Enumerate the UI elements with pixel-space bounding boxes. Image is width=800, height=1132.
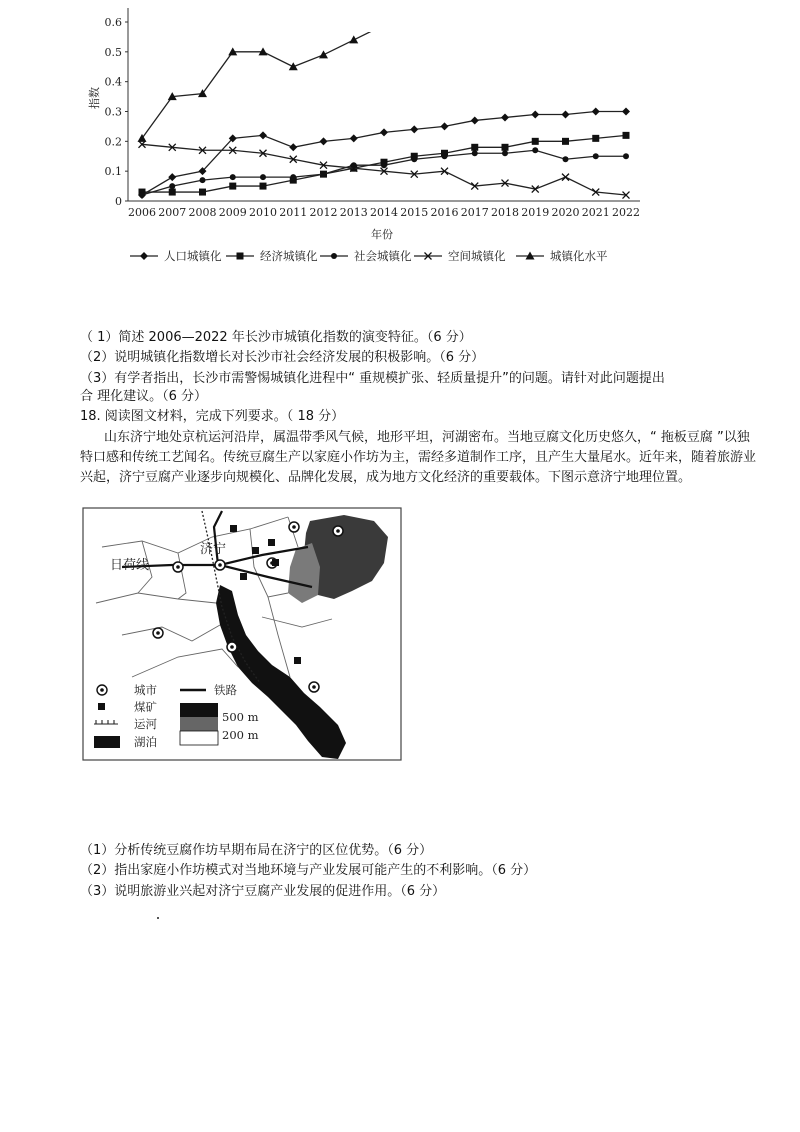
- legend-item: [320, 249, 412, 263]
- city-marker: [309, 682, 319, 692]
- legend-city-symbol: [97, 685, 107, 695]
- data-point: [592, 108, 600, 116]
- data-point: [319, 50, 328, 58]
- question-b1: （1）分析传统豆腐作坊早期布局在济宁的区位优势。（6 分）: [80, 843, 433, 858]
- x-tick-label: 2022: [612, 206, 640, 219]
- data-point: [592, 135, 599, 142]
- data-point: [623, 132, 630, 139]
- city-marker: [215, 560, 225, 570]
- data-point: [562, 174, 569, 181]
- legend-railway: 铁路: [214, 683, 237, 697]
- legend-item: [130, 249, 222, 263]
- chart-svg: [84, 0, 664, 275]
- data-point: [260, 183, 267, 190]
- x-tick-label: 2021: [581, 206, 610, 219]
- data-point: [440, 3, 449, 11]
- chart-legend: [130, 249, 608, 263]
- data-point: [350, 134, 358, 142]
- coal-mine: [240, 573, 247, 580]
- x-tick-label: 2015: [400, 206, 429, 219]
- legend-elev-mid-symbol: [180, 717, 218, 731]
- y-tick-label: 0.5: [104, 45, 122, 59]
- data-point: [622, 108, 630, 116]
- data-point: [230, 174, 236, 180]
- data-point: [472, 150, 478, 156]
- city-marker: [333, 526, 343, 536]
- data-point: [471, 144, 478, 151]
- x-tick-label: 2013: [339, 206, 368, 219]
- y-tick-label: 0.4: [104, 75, 122, 89]
- x-tick-label: 2020: [551, 206, 580, 219]
- map-svg: [82, 507, 404, 762]
- data-point: [562, 110, 570, 118]
- data-point: [331, 253, 337, 259]
- legend-lake-symbol: [94, 736, 120, 748]
- x-tick-label: 2012: [309, 206, 338, 219]
- legend-label: 经济城镇化: [260, 249, 318, 263]
- question-a3: （3）有学者指出，长沙市需警惕城镇化进程中“ 重规模扩张、轻质量提升”的问题。请针对此问题提出: [80, 371, 665, 386]
- data-point: [442, 153, 448, 159]
- data-point: [410, 15, 419, 23]
- legend-item: [226, 249, 318, 263]
- question-a3-cont: 合 理化建议。（6 分）: [80, 389, 208, 404]
- legend-item: [516, 249, 608, 263]
- data-point: [289, 143, 297, 151]
- data-point: [199, 189, 206, 196]
- data-point: [471, 116, 479, 124]
- x-tick-label: 2009: [218, 206, 247, 219]
- data-point: [380, 128, 388, 136]
- city-marker: [227, 642, 237, 652]
- material-text: 山东济宁地处京杭运河沿岸，属温带季风气候，地形平坦，河湖密布。当地豆腐文化历史悠久，“ 拖板豆腐 ”以独特口感和传统工艺闻名。传统豆腐生产以家庭小作坊为主，需经多道制作工序，且产生大量尾水。近年来，随着旅游业兴起，济宁豆腐产业逐步向规模化、品牌化发展，成为地方文化经济的重要载体。下图示意济宁地理位置。: [80, 430, 757, 485]
- data-point: [321, 171, 327, 177]
- city-marker: [289, 522, 299, 532]
- x-tick-label: 2007: [158, 206, 187, 219]
- legend-canal: 运河: [134, 717, 157, 731]
- x-tick-label: 2016: [430, 206, 459, 219]
- x-tick-label: 2008: [188, 206, 217, 219]
- coal-mine: [272, 559, 279, 566]
- stray-dot: [157, 917, 159, 919]
- y-tick-label: 0: [115, 195, 122, 208]
- legend-elev-mid: 200 m: [222, 728, 259, 742]
- data-point: [562, 138, 569, 145]
- legend-label: 人口城镇化: [164, 249, 222, 263]
- data-point: [381, 162, 387, 168]
- legend-label: 空间城镇化: [448, 249, 506, 263]
- data-point: [380, 20, 389, 28]
- legend-elev-low-symbol: [180, 731, 218, 745]
- legend-label: 社会城镇化: [354, 249, 412, 263]
- data-point: [532, 138, 539, 145]
- y-tick-label: 0.3: [104, 105, 122, 119]
- legend-elev-high: 500 m: [222, 710, 259, 724]
- x-tick-label: 2010: [249, 206, 277, 219]
- data-point: [259, 131, 267, 139]
- data-point: [229, 183, 236, 190]
- question-a2: （2）说明城镇化指数增长对长沙市社会经济发展的积极影响。（6 分）: [80, 350, 485, 365]
- legend-label: 城镇化水平: [550, 249, 608, 263]
- data-point: [290, 174, 296, 180]
- data-point: [169, 189, 176, 196]
- data-point: [349, 35, 358, 43]
- y-tick-label: 0.1: [104, 165, 122, 179]
- y-axis-label: 指数: [88, 87, 101, 109]
- coal-mine: [268, 539, 275, 546]
- rail-label: 日荷线: [110, 558, 150, 573]
- data-point: [411, 156, 417, 162]
- data-point: [623, 153, 629, 159]
- data-point: [237, 253, 244, 260]
- legend-item: [414, 249, 506, 263]
- series-line: [142, 144, 626, 195]
- x-tick-label: 2019: [521, 206, 550, 219]
- coal-mine: [230, 525, 237, 532]
- data-point: [169, 183, 175, 189]
- data-point: [441, 122, 449, 130]
- legend-lake: 湖泊: [134, 735, 157, 749]
- data-point: [410, 125, 418, 133]
- x-tick-label: 2018: [491, 206, 519, 219]
- coal-mine: [252, 547, 259, 554]
- data-point: [200, 177, 206, 183]
- data-point: [260, 174, 266, 180]
- data-point: [168, 173, 176, 181]
- data-point: [289, 62, 298, 70]
- data-point: [531, 110, 539, 118]
- y-tick-label: 0.6: [104, 16, 122, 29]
- jining-map: [82, 507, 404, 762]
- city-marker: [153, 628, 163, 638]
- data-point: [140, 252, 148, 260]
- data-point: [593, 153, 599, 159]
- legend-coal-symbol: [98, 703, 105, 710]
- material-paragraph: [80, 428, 760, 488]
- x-tick-label: 2014: [370, 206, 398, 219]
- legend-city: 城市: [134, 683, 157, 697]
- coal-mine: [294, 657, 301, 664]
- x-tick-label: 2011: [279, 206, 308, 219]
- question-a1: （ 1）简述 2006—2022 年长沙市城镇化指数的演变特征。（6 分）: [80, 330, 472, 345]
- data-point: [501, 113, 509, 121]
- series-4: [138, 3, 450, 142]
- data-point: [320, 137, 328, 145]
- series-line: [142, 7, 445, 138]
- data-point: [563, 156, 569, 162]
- legend-coal: 煤矿: [134, 700, 157, 714]
- data-point: [502, 144, 509, 151]
- legend-elev-high-symbol: [180, 703, 218, 717]
- question-b3: （3）说明旅游业兴起对济宁豆腐产业发展的促进作用。（6 分）: [80, 884, 446, 899]
- data-point: [502, 150, 508, 156]
- series-0: [138, 108, 630, 200]
- data-point: [139, 192, 145, 198]
- x-tick-label: 2017: [460, 206, 489, 219]
- data-point: [532, 147, 538, 153]
- y-tick-label: 0.2: [104, 135, 122, 149]
- x-tick-label: 2006: [128, 206, 156, 219]
- x-axis-label: 年份: [371, 228, 393, 241]
- question-18-title: 18. 阅读图文材料，完成下列要求。（ 18 分）: [80, 409, 345, 424]
- city-marker: [173, 562, 183, 572]
- question-b2: （2）指出家庭小作坊模式对当地环境与产业发展可能产生的不利影响。（6 分）: [80, 863, 537, 878]
- city-label-jining: 济宁: [200, 542, 227, 557]
- urbanization-chart: [84, 0, 664, 275]
- series-line: [142, 150, 626, 195]
